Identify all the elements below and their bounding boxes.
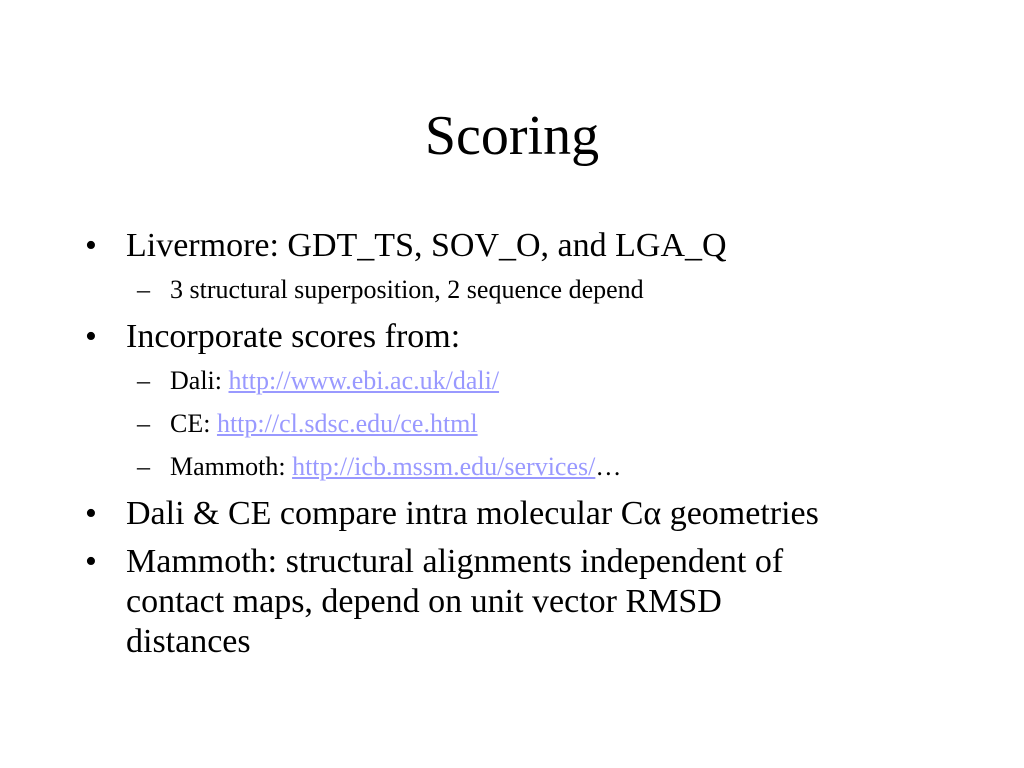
ce-link[interactable]: http://cl.sdsc.edu/ce.html <box>216 409 478 438</box>
bullet-icon: • <box>85 227 97 264</box>
subbullet-label: Mammoth: <box>170 452 293 481</box>
bullet-mammoth-structural <box>82 542 962 662</box>
subbullet-label: CE: <box>170 409 217 438</box>
bullet-incorporate-scores <box>82 317 962 357</box>
bullet-dali-ce-compare <box>82 494 962 534</box>
bullet-icon: • <box>85 543 97 580</box>
bullet-text-line-1: Mammoth: structural alignments independent of <box>126 543 784 580</box>
slide-title: Scoring <box>424 105 600 167</box>
dash-icon: – <box>137 275 150 304</box>
subbullet-text: 3 structural superposition, 2 sequence depend <box>170 275 644 304</box>
dash-icon: – <box>137 409 150 438</box>
dali-link[interactable]: http://www.ebi.ac.uk/dali/ <box>228 366 500 395</box>
bullet-text-line-3: distances <box>126 623 251 660</box>
subbullet-dali <box>82 364 962 398</box>
dash-icon: – <box>137 452 150 481</box>
bullet-text: Dali & CE compare intra molecular Cα geometries <box>126 495 819 532</box>
subbullet-structural-superposition <box>82 273 962 307</box>
mammoth-link[interactable]: http://icb.mssm.edu/services/ <box>292 452 596 481</box>
bullet-text: Livermore: GDT_TS, SOV_O, and LGA_Q <box>126 227 727 264</box>
subbullet-ce <box>82 407 962 441</box>
slide-body <box>82 226 962 670</box>
bullet-livermore <box>82 226 962 266</box>
subbullet-suffix: … <box>595 452 622 481</box>
subbullet-mammoth <box>82 450 962 484</box>
bullet-icon: • <box>85 495 97 532</box>
bullet-text: Incorporate scores from: <box>126 318 461 355</box>
bullet-icon: • <box>85 318 97 355</box>
subbullet-label: Dali: <box>170 366 229 395</box>
bullet-text-line-2: contact maps, depend on unit vector RMSD <box>126 583 722 620</box>
dash-icon: – <box>137 366 150 395</box>
